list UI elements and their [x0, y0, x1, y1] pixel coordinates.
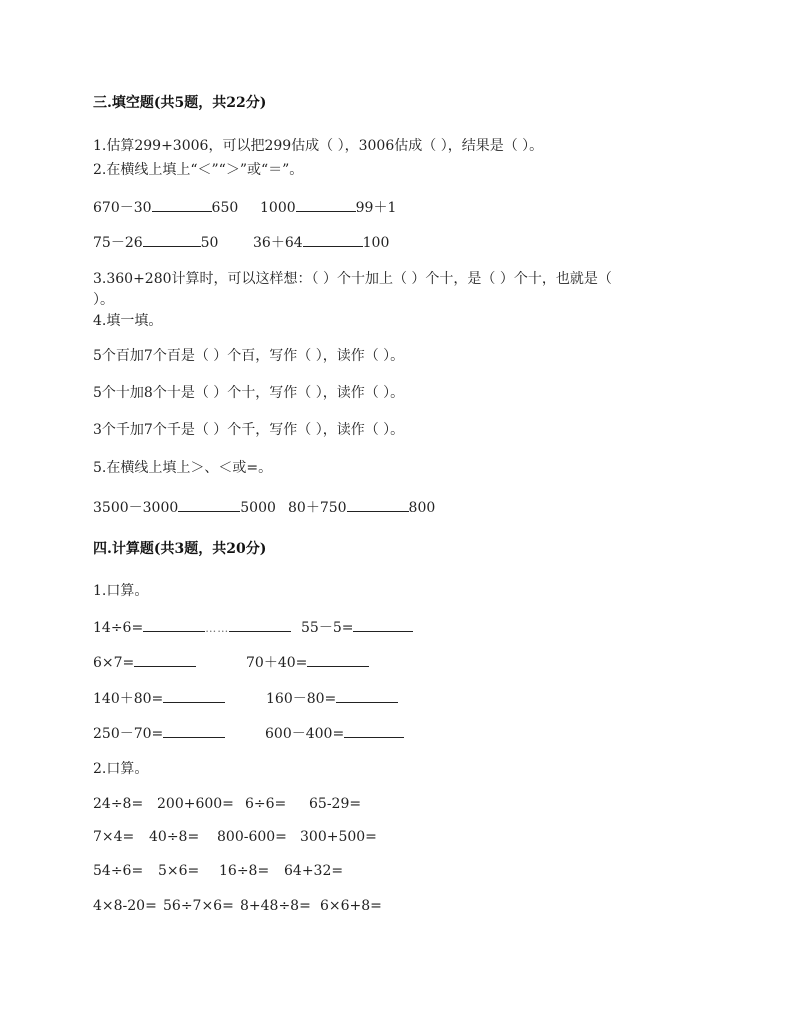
answer-blank[interactable]	[303, 233, 363, 247]
calc-item-4	[246, 653, 369, 672]
oral-calc-item: 40÷8=	[149, 829, 200, 845]
answer-blank[interactable]	[134, 653, 196, 667]
q4-title: 4.填一填。	[93, 313, 163, 329]
oral-calc-item: 4×8-20=	[93, 898, 157, 914]
calc-item-6	[266, 689, 398, 708]
answer-blank[interactable]	[353, 618, 413, 632]
q5-item2-left: 80＋750	[288, 500, 347, 516]
oral-calc-item: 16÷8=	[219, 863, 270, 879]
calc-item-7	[93, 724, 225, 743]
calc-expression: 14÷6=	[93, 620, 144, 636]
answer-blank[interactable]	[296, 198, 356, 212]
answer-blank[interactable]	[178, 498, 240, 512]
oral-calc-item: 300+500=	[300, 829, 377, 845]
answer-blank[interactable]	[152, 198, 212, 212]
section3-heading: 三.填空题(共5题，共22分)	[93, 95, 267, 111]
q2-title: 2.在横线上填上“＜”“＞”或“＝”。	[93, 162, 304, 178]
q5-item1-right: 5000	[240, 500, 276, 516]
oral-calc-item: 6÷6=	[245, 796, 287, 812]
q4-item-2: 5个十加8个十是（ ）个十，写作（ ），读作（ ）。	[93, 385, 405, 401]
calc-item-1	[93, 618, 291, 638]
oral-calc-item: 65-29=	[309, 796, 362, 812]
q2-row1-item2-right: 99＋1	[355, 200, 397, 216]
s4-q1-title: 1.口算。	[93, 583, 149, 599]
answer-blank[interactable]	[347, 498, 409, 512]
calc-expression: 600－400=	[265, 726, 345, 742]
q2-row2-item1-left: 75－26	[93, 235, 143, 251]
oral-calc-item: 8+48÷8=	[240, 898, 311, 914]
calc-expression: 140＋80=	[93, 691, 164, 707]
q2-row2-item2-left: 36＋64	[253, 235, 303, 251]
answer-blank[interactable]	[163, 724, 225, 738]
q3-line2: ）。	[93, 292, 114, 308]
calc-item-5	[93, 689, 225, 708]
q5-item1	[93, 498, 276, 517]
q4-item-3: 3个千加7个千是（ ）个千，写作（ ），读作（ ）。	[93, 422, 405, 438]
q4-item-1: 5个百加7个百是（ ）个百，写作（ ），读作（ ）。	[93, 348, 405, 364]
oral-calc-item: 56÷7×6=	[163, 898, 234, 914]
answer-blank[interactable]	[229, 618, 291, 632]
oral-calc-item: 800-600=	[217, 829, 287, 845]
q2-row2-item2-right: 100	[362, 235, 390, 251]
oral-calc-item: 24÷8=	[93, 796, 144, 812]
s4-q2-title: 2.口算。	[93, 761, 149, 777]
calc-item-2	[301, 618, 413, 637]
q2-row2-item2	[253, 233, 389, 252]
q1-text: 1.估算299+3006，可以把299估成（ ），3006估成（ ），结果是（ ）。	[93, 138, 544, 154]
q2-row1-item1-left: 670－30	[93, 200, 152, 216]
q2-row1-item2-left: 1000	[260, 200, 296, 216]
q2-row1-item2	[260, 198, 396, 217]
q2-row2-item1	[93, 233, 218, 252]
answer-blank[interactable]	[143, 618, 205, 632]
answer-blank[interactable]	[307, 653, 369, 667]
q2-row1-item1-right: 650	[211, 200, 239, 216]
calc-expression: 250－70=	[93, 726, 164, 742]
oral-calc-item: 54÷6=	[93, 863, 144, 879]
q2-row2-item1-right: 50	[200, 235, 219, 251]
q5-title: 5.在横线上填上＞、＜或=。	[93, 460, 273, 476]
oral-calc-item: 64+32=	[284, 863, 344, 879]
calc-item-3	[93, 653, 196, 672]
dots-separator: ……	[205, 622, 230, 635]
answer-blank[interactable]	[143, 233, 201, 247]
answer-blank[interactable]	[344, 724, 404, 738]
section4-heading: 四.计算题(共3题，共20分)	[93, 541, 267, 557]
oral-calc-item: 5×6=	[158, 863, 200, 879]
answer-blank[interactable]	[336, 689, 398, 703]
calc-expression: 70＋40=	[246, 655, 308, 671]
q5-item2-right: 800	[408, 500, 436, 516]
oral-calc-item: 7×4=	[93, 829, 135, 845]
q5-item1-left: 3500－3000	[93, 500, 179, 516]
q3-line1: 3.360+280计算时，可以这样想：（ ）个十加上（ ）个十，是（ ）个十，也就是（	[93, 271, 612, 287]
answer-blank[interactable]	[163, 689, 225, 703]
q5-item2	[288, 498, 435, 517]
oral-calc-item: 200+600=	[157, 796, 234, 812]
calc-expression: 6×7=	[93, 655, 135, 671]
calc-item-8	[265, 724, 404, 743]
oral-calc-item: 6×6+8=	[320, 898, 382, 914]
calc-expression: 160－80=	[266, 691, 337, 707]
q2-row1-item1	[93, 198, 238, 217]
calc-expression: 55－5=	[301, 620, 354, 636]
